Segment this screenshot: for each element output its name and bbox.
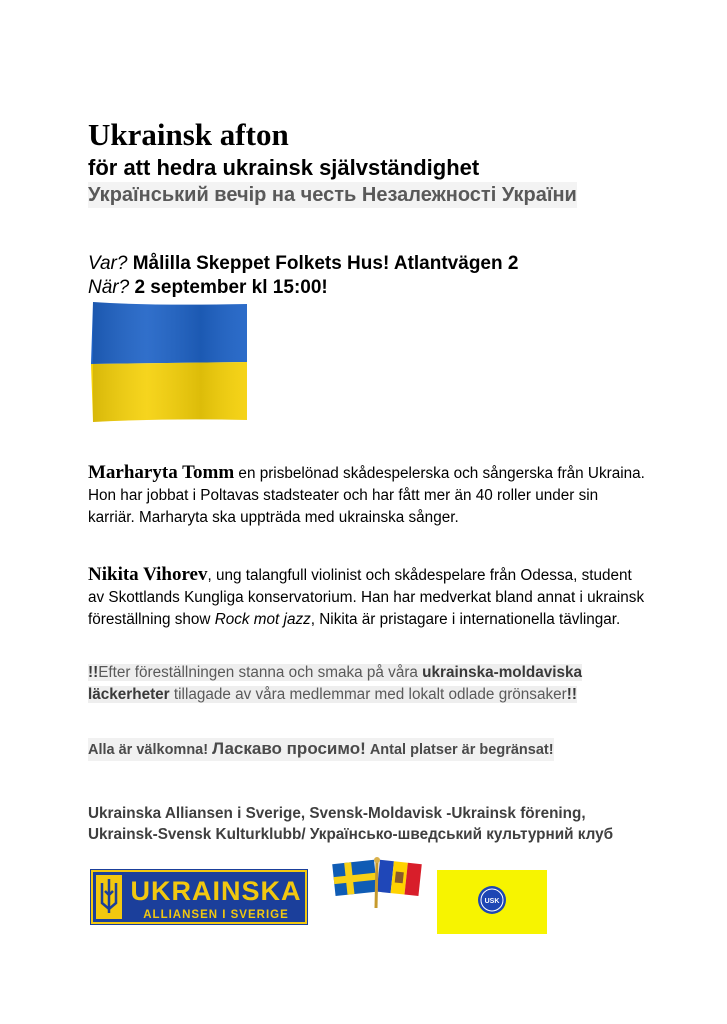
food-notice <box>88 662 648 706</box>
where-text: Målilla Skeppet Folkets Hus! Atlantvägen 2 <box>127 253 519 274</box>
performer-2-bio-part-2: , Nikita är pristagare i internationella tävlingar. <box>310 611 621 628</box>
sweden-moldova-flags-pin <box>330 852 424 912</box>
event-subtitle-swedish: för att hedra ukrainsk självständighet <box>88 155 480 180</box>
where-label: Var? <box>88 253 128 274</box>
when-label: När? <box>88 277 130 298</box>
event-details <box>88 252 518 300</box>
logo-usk-text: USK <box>484 898 500 905</box>
when-text: 2 september kl 15:00! <box>129 277 328 298</box>
notice-highlight: ukrainska-moldaviska läckerheter <box>88 664 583 703</box>
ukraine-flag-image <box>91 302 247 422</box>
organizers-text: Ukrainska Alliansen i Sverige, Svensk-Moldavisk -Ukrainsk förening, Ukrainsk-Svensk Kulturklubb/ Українсько-шведський культурний клуб <box>88 805 614 843</box>
notice-text-1: Efter föreställningen stanna och smaka på våra <box>98 664 423 681</box>
performer-2-bio-part-1: , ung talangfull violinist och skådespelare från Odessa, student av Skottlands Kungliga konservatorium. Han har medverkat bland annat i ukrainsk föreställning show <box>88 567 645 628</box>
notice-prefix: !! <box>88 664 99 681</box>
event-subtitle-ukrainian: Український вечір на честь Незалежності України <box>88 184 577 206</box>
when-line <box>88 276 518 300</box>
performer-2-name: Nikita Vihorev <box>88 564 208 585</box>
performer-2-show-title: Rock mot jazz <box>214 611 311 628</box>
performer-1-name: Marharyta Tomm <box>88 462 235 483</box>
ukrainska-alliansen-logo <box>90 869 308 925</box>
event-title: Ukrainsk afton <box>88 117 289 152</box>
welcome-line <box>88 738 554 761</box>
performer-1-bio: en prisbelönad skådespelerska och sångerska från Ukraina. Hon har jobbat i Poltavas stadsteater och har fått mer än 40 roller under sin karriär. Marharyta ska uppträda med ukrainska sånger. <box>88 465 645 526</box>
kulturklubb-logo <box>437 870 547 934</box>
welcome-text-2: Antal platser är begränsat! <box>365 742 554 758</box>
performer-2-paragraph <box>88 564 648 631</box>
welcome-text-1: Alla är välkomna! <box>88 742 213 758</box>
welcome-text-ukrainian: Ласкаво просимо! <box>212 739 366 758</box>
notice-text-2: tillagade av våra medlemmar med lokalt odlade grönsaker <box>169 686 567 703</box>
notice-suffix: !! <box>566 686 577 703</box>
logo-ukrainska-text: UKRAINSKA <box>130 876 302 906</box>
performer-1-paragraph <box>88 462 648 529</box>
where-line <box>88 252 518 276</box>
logo-alliansen-text: ALLIANSEN I SVERIGE <box>143 909 289 921</box>
